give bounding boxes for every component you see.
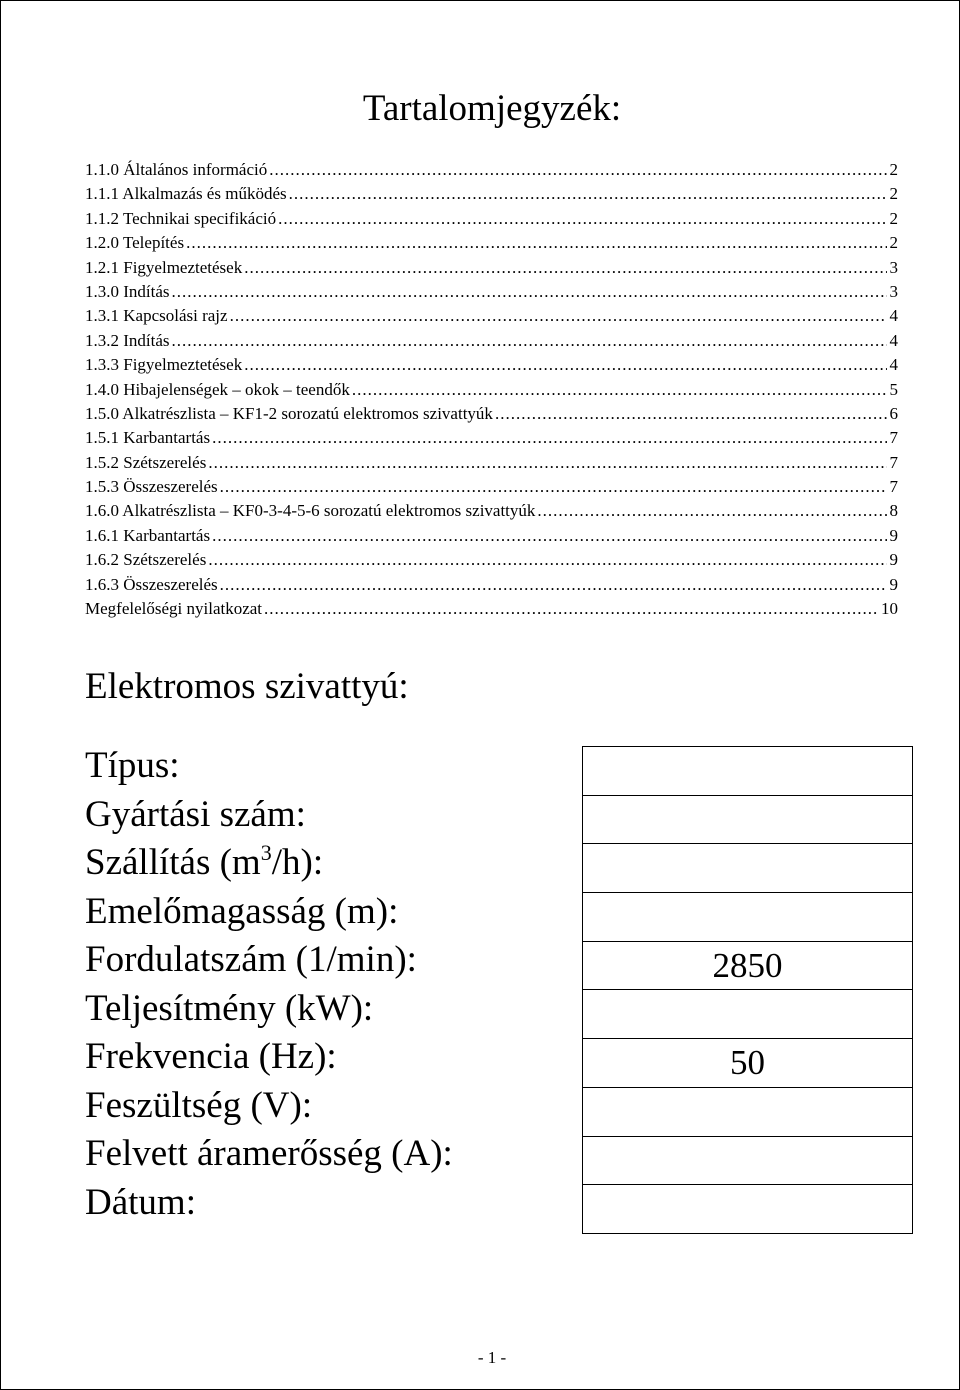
toc-entry[interactable] (85, 548, 898, 572)
toc-entry-label: 1.6.0 Alkatrészlista – KF0-3-4-5-6 sorozatú elektromos szivattyúk (85, 501, 536, 521)
toc-entry[interactable] (85, 597, 898, 621)
toc-leader-dots (278, 207, 886, 231)
toc-entry-label: 1.1.0 Általános információ (85, 160, 268, 179)
toc-entry-page: 7 (889, 428, 898, 448)
toc-entry-page: 2 (889, 208, 898, 228)
toc-entry[interactable] (85, 256, 898, 280)
toc-leader-dots (172, 280, 887, 304)
toc-entry[interactable] (85, 475, 898, 499)
toc-entry-label: 1.6.2 Szétszerelés (85, 550, 207, 570)
field-label-flow-rate-unit: /h): (271, 842, 324, 883)
toc-leader-dots (289, 182, 887, 206)
toc-entry[interactable] (85, 451, 898, 475)
field-label-serial-number: Gyártási szám: (85, 793, 306, 835)
toc-entry-label: 1.5.3 Összeszerelés (85, 477, 218, 497)
value-box-head[interactable] (583, 893, 912, 942)
toc-entry-page: 5 (889, 379, 898, 399)
toc-entry[interactable] (85, 499, 898, 523)
toc-entry[interactable] (85, 207, 898, 231)
field-label-speed: Fordulatszám (1/min): (85, 939, 417, 980)
toc-leader-dots (212, 524, 886, 548)
toc-entry-label: Megfelelőségi nyilatkozat (85, 599, 263, 619)
toc-entry-page: 2 (889, 184, 898, 204)
toc-entry-label: 1.4.0 Hibajelenségek – okok – teendők (85, 379, 350, 399)
toc-entry-page: 4 (889, 355, 898, 375)
toc-entry-label: 1.1.1 Alkalmazás és működés (85, 184, 287, 204)
toc-entry-label: 1.5.2 Szétszerelés (85, 452, 207, 472)
toc-entry-label: 1.5.0 Alkatrészlista – KF1-2 sorozatú elektromos szivattyúk (85, 403, 493, 423)
toc-leader-dots (244, 256, 886, 280)
toc-entry-label: 1.3.3 Figyelmeztetések (85, 355, 243, 375)
toc-entry[interactable] (85, 402, 898, 426)
toc-entry[interactable] (85, 280, 898, 304)
toc-entry-label: 1.3.2 Indítás (85, 330, 170, 350)
toc-leader-dots (208, 451, 886, 475)
toc-title: Tartalomjegyzék: (362, 88, 622, 129)
toc-leader-dots (212, 426, 886, 450)
toc-entry-label: 1.6.1 Karbantartás (85, 525, 211, 545)
toc-leader-dots (186, 231, 886, 255)
toc-leader-dots (208, 548, 886, 572)
toc-entry-page: 4 (889, 330, 898, 350)
toc-leader-dots (230, 304, 887, 328)
toc-entry-page: 3 (889, 257, 898, 277)
toc-leader-dots (269, 158, 886, 182)
toc-leader-dots (244, 353, 886, 377)
toc-entry[interactable] (85, 378, 898, 402)
toc-entry-label: 1.5.1 Karbantartás (85, 428, 211, 448)
field-label-power: Teljesítmény (kW): (85, 987, 374, 1029)
toc-leader-dots (172, 329, 887, 353)
toc-leader-dots (264, 597, 878, 621)
field-label-voltage: Feszültség (V): (85, 1084, 313, 1126)
toc-entry-page: 8 (889, 501, 898, 521)
field-label-flow-rate-text: Szállítás (m (85, 842, 261, 883)
toc-entry[interactable] (85, 304, 898, 328)
superscript-exponent: 3 (260, 840, 272, 865)
pump-section-title: Elektromos szivattyú: (85, 666, 409, 707)
toc-leader-dots (220, 475, 887, 499)
toc-entry[interactable] (85, 573, 898, 597)
toc-entry-label: 1.6.3 Összeszerelés (85, 574, 218, 594)
toc-entry-page: 10 (881, 599, 898, 619)
toc-entry[interactable] (85, 329, 898, 353)
toc-entry-label: 1.3.1 Kapcsolási rajz (85, 306, 228, 326)
field-label-current: Felvett áramerősség (A): (85, 1133, 453, 1174)
value-box-frequency[interactable]: 50 (583, 1039, 912, 1088)
field-label-date: Dátum: (85, 1181, 196, 1223)
toc-leader-dots (537, 499, 886, 523)
toc-entry-page: 7 (889, 452, 898, 472)
value-box-serial-number[interactable] (583, 796, 912, 845)
toc-entry[interactable] (85, 231, 898, 255)
value-box-current[interactable] (583, 1137, 912, 1186)
field-label-frequency: Frekvencia (Hz): (85, 1036, 337, 1077)
toc-entry-page: 2 (889, 233, 898, 253)
toc-entry[interactable] (85, 353, 898, 377)
page-number: - 1 - (477, 1348, 507, 1367)
toc-leader-dots (495, 402, 887, 426)
toc-entry-label: 1.1.2 Technikai specifikáció (85, 208, 277, 228)
value-box-flow-rate[interactable] (583, 844, 912, 893)
value-box-type[interactable] (583, 747, 912, 796)
value-box-voltage[interactable] (583, 1088, 912, 1137)
toc-entry-label: 1.3.0 Indítás (85, 281, 170, 301)
toc-entry-page: 4 (889, 306, 898, 326)
toc-entry-label: 1.2.1 Figyelmeztetések (85, 257, 243, 277)
toc-entry-page: 9 (889, 574, 898, 594)
toc-entry[interactable] (85, 182, 898, 206)
pump-field-labels (85, 742, 453, 1227)
field-label-type: Típus: (85, 745, 180, 786)
value-box-speed[interactable]: 2850 (583, 942, 912, 991)
table-of-contents (85, 158, 898, 621)
toc-entry-page: 6 (889, 403, 898, 423)
field-label-flow-rate (85, 839, 453, 888)
toc-entry-label: 1.2.0 Telepítés (85, 233, 185, 253)
toc-leader-dots (220, 573, 887, 597)
value-box-date[interactable] (583, 1185, 912, 1234)
toc-entry[interactable] (85, 158, 898, 182)
toc-entry[interactable] (85, 524, 898, 548)
toc-entry-page: 9 (889, 525, 898, 545)
toc-leader-dots (352, 378, 887, 402)
pump-value-boxes (582, 746, 913, 1234)
toc-entry[interactable] (85, 426, 898, 450)
toc-entry-page: 9 (889, 550, 898, 570)
toc-entry-page: 2 (889, 160, 898, 179)
field-label-head: Emelőmagasság (m): (85, 890, 399, 932)
toc-entry-page: 7 (889, 477, 898, 497)
toc-entry-page: 3 (889, 281, 898, 301)
value-box-power[interactable] (583, 990, 912, 1039)
